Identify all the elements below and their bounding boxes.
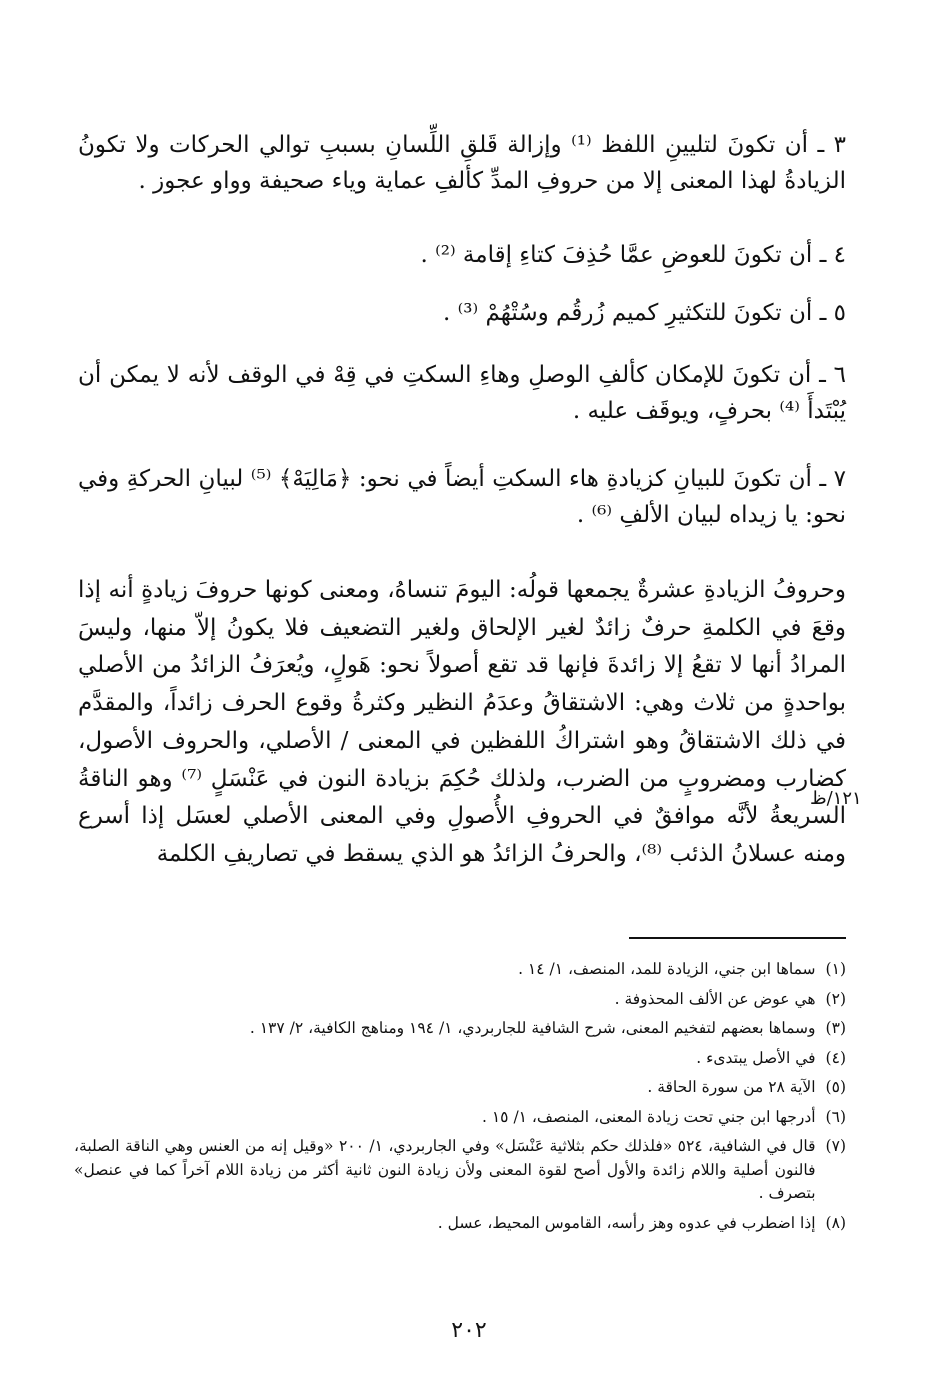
footnote-item <box>74 1135 846 1206</box>
paragraph-extra-letters: وحروفُ الزيادةِ عشرةٌ يجمعها قولُه: اليومَ تنساهُ، ومعنى كونها حروفَ زيادةٍ أنه إذا وقعَ في الكلمةِ حرفٌ زائدٌ لغير الإلحاق ولغير التضعيف فلا يكونُ إلاّ منها، وليسَ المرادُ أنها لا تقعُ إلا زائدةَ فإنها قد تقع أصولاً نحو: هَولٍ، ويُعرَفُ الزائدُ من الأصلي بواحدةٍ من ثلاث وهي: الاشتقاقُ وعدَمُ النظير وكثرةُ وقوع الحرف زائداً، والمقدَّم في ذلك الاشتقاقُ وهو اشتراكُ اللفظين في المعنى / الأصلي، والحروف الأصول، كضارب ومضروبٍ من الضرب، ولذلك حُكِمَ بزيادة النون في عَنْسَلٍ ⁽⁷⁾ وهو الناقةُ السريعةُ لأنَّه موافقٌ في الحروفِ الأُصولِ وفي المعنى الأصلي لعسَل إذا أسرع ومنه عسلانُ الذئب ⁽⁸⁾، والحرفُ الزائدُ هو الذي يسقط في تصاريفِ الكلمة <box>78 577 847 868</box>
footnote-text: أدرجها ابن جني تحت زيادة المعنى، المنصف، ١/ ١٥ . <box>482 1107 816 1126</box>
paragraph-item-3: ٣ ـ أن تكونَ لتليينِ اللفظ ⁽¹⁾ وإزالة قَلقِ اللِّسانِ بسببِ توالي الحركات ولا تكونُ الزيادةُ لهذا المعنى إلا من حروفِ المدِّ كألفِ عماية وياء صحيفة وواو عجوز . <box>78 132 846 194</box>
footnote-number: (٣) <box>825 1019 846 1038</box>
footnote-number: (١) <box>825 960 846 978</box>
manuscript-folio-marker: ١٢١/ظ <box>810 788 862 809</box>
footnote-item <box>74 1212 846 1236</box>
footnote-number: (٧) <box>825 1137 846 1156</box>
footnote-item <box>74 1017 846 1041</box>
footnote-text: الآية ٢٨ من سورة الحاقة . <box>647 1078 816 1097</box>
footnote-text: إذا اضطرب في عدوه وهز رأسه، القاموس المحيط، عسل . <box>437 1213 816 1232</box>
paragraph-item-7: ٧ ـ أن تكونَ للبيانِ كزيادةِ هاء السكتِ أيضاً في نحو: ﴿مَالِيَهْ﴾ ⁽⁵⁾ لبيانِ الحركةِ وفي نحو: يا زيداه لبيان الألفِ ⁽⁶⁾ . <box>78 466 846 528</box>
footnote-number: (٨) <box>825 1213 846 1232</box>
footnote-number: (٦) <box>825 1107 846 1126</box>
footnote-number: (٢) <box>825 989 846 1008</box>
footnotes <box>74 958 846 1241</box>
footnote-text: في الأصل يبتدىء . <box>696 1048 816 1067</box>
footnote-text: هي عوض عن الألف المحذوفة . <box>614 989 816 1008</box>
footnote-item <box>74 1047 846 1071</box>
footnote-divider <box>629 937 846 939</box>
footnote-text: وسماها بعضهم لتفخيم المعنى، شرح الشافية للجاربردي، ١/ ١٩٤ ومناهج الكافية، ٢/ ١٣٧ . <box>249 1019 816 1038</box>
paragraph-item-4: ٤ ـ أن تكونَ للعوضِ عمَّا حُذِفَ كتاءِ إقامة ⁽²⁾ . <box>420 242 846 268</box>
footnote-number: (٥) <box>825 1078 846 1097</box>
footnote-item <box>74 988 846 1012</box>
footnote-item <box>74 1076 846 1100</box>
footnote-item <box>74 958 846 982</box>
page-number: ٢٠٢ <box>451 1318 487 1343</box>
paragraph-item-5: ٥ ـ أن تكونَ للتكثيرِ كميم زُرقُم وسُتْهُمْ ⁽³⁾ . <box>443 300 846 326</box>
footnote-text: سماها ابن جني، الزيادة للمد، المنصف، ١/ ١٤ . <box>518 960 816 978</box>
footnote-number: (٤) <box>825 1048 846 1067</box>
footnote-text: قال في الشافية، ٥٢٤ «فلذلك حكم بثلاثية عَنْسَل» وفي الجاربردي، ١/ ٢٠٠ «وقيل إنه من العنس وهي الناقة الصلبة، فالنون أصلية واللام زائدة والأول أصح لقوة المعنى ولأن زيادة النون ثانية أكثر من زيادة اللام آخراً كما في عنصل» بتصرف . <box>74 1137 816 1203</box>
paragraph-item-6: ٦ ـ أن تكونَ للإمكان كألفِ الوصلِ وهاءِ السكتِ في قِهْ في الوقف لأنه لا يمكن أن يُبْتَدأَ ⁽⁴⁾ بحرفٍ، ويوقَف عليه . <box>78 362 846 424</box>
footnote-item <box>74 1106 846 1130</box>
